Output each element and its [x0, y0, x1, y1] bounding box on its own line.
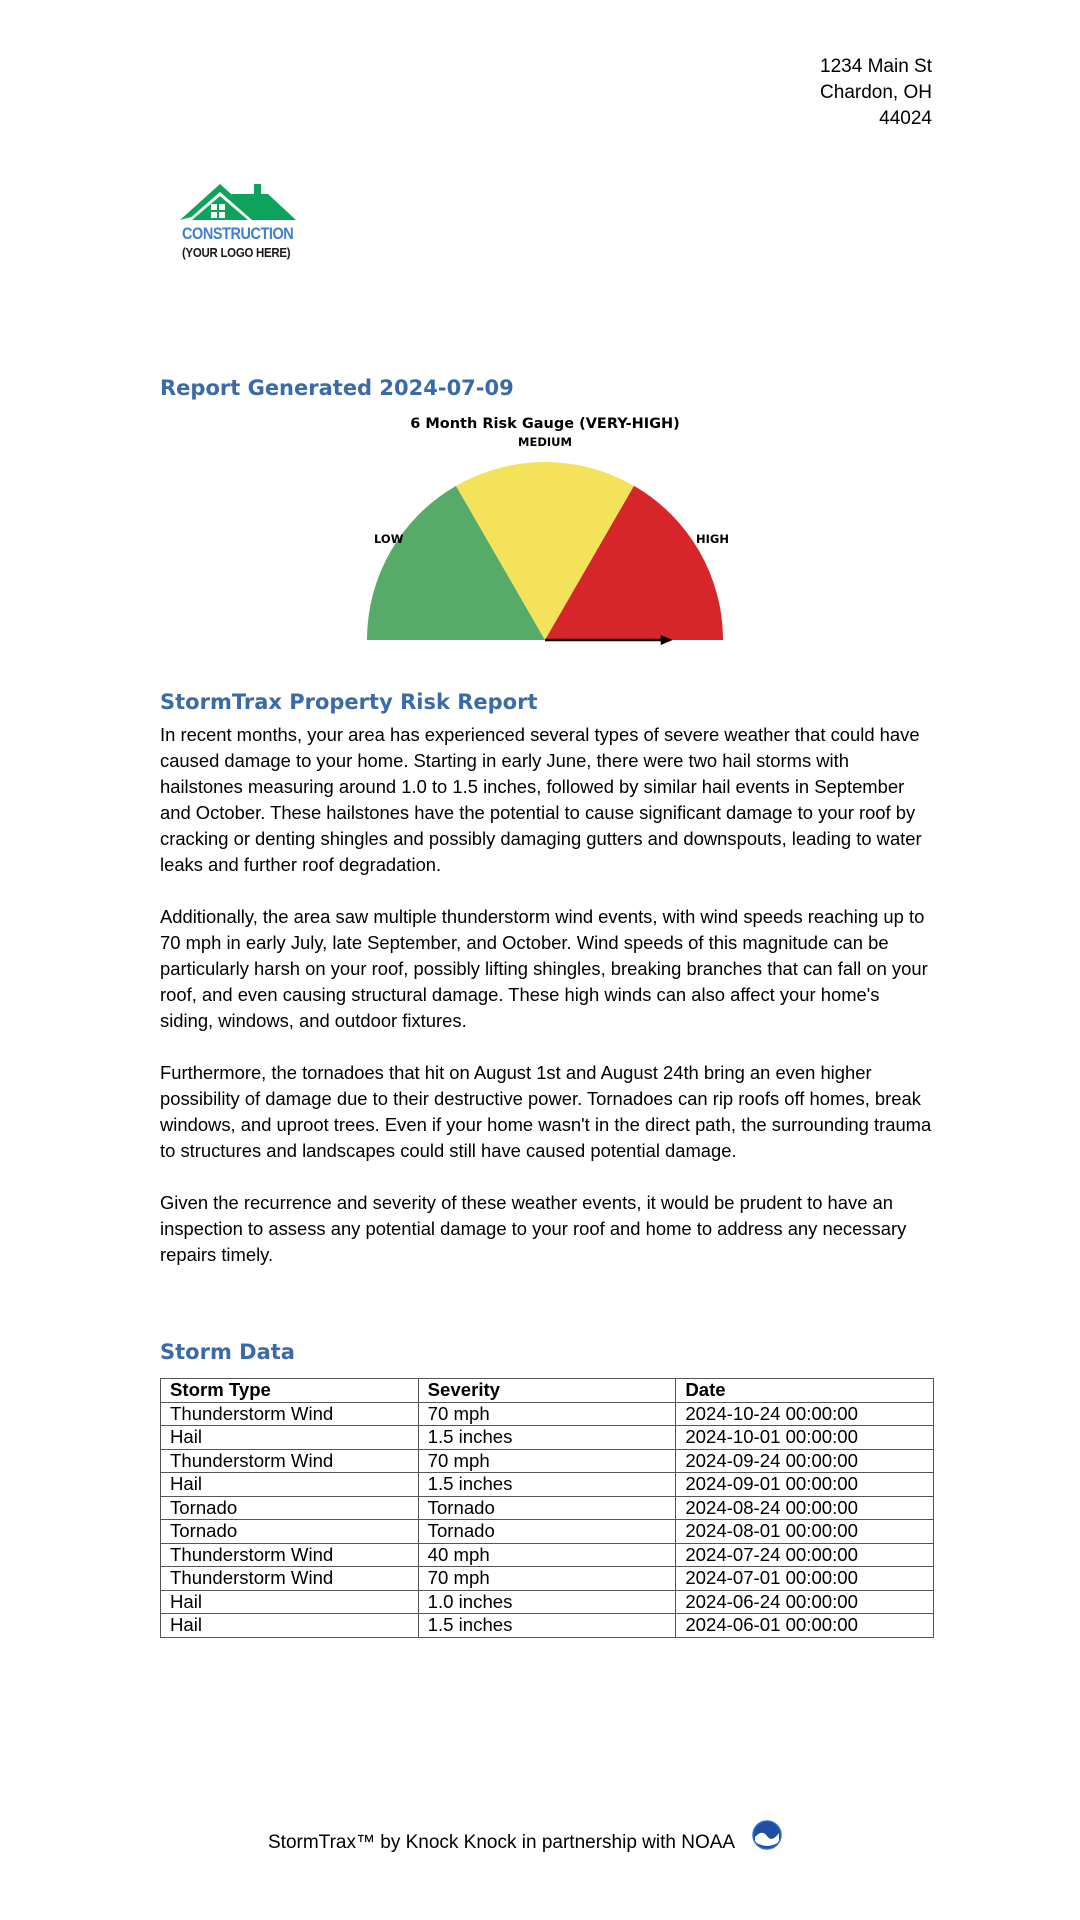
table-row: [161, 1543, 934, 1567]
table-row: [161, 1426, 934, 1450]
company-logo: [178, 180, 302, 270]
column-header-date: Date: [676, 1379, 934, 1403]
date-cell: 2024-10-01 00:00:00: [676, 1426, 934, 1450]
risk-report-paragraph: Additionally, the area saw multiple thunderstorm wind events, with wind speeds reaching up to 70 mph in early July, late September, and October. Wind speeds of this magnitude can be particularly harsh on your roof, possibly lifting shingles, breaking branches that can fall on your roof, and even causing structural damage. These high winds can also affect your home's siding, windows, and outdoor fixtures.: [160, 906, 928, 1031]
gauge-label-medium: MEDIUM: [518, 435, 572, 449]
column-header-severity: Severity: [418, 1379, 676, 1403]
date-cell: 2024-08-24 00:00:00: [676, 1496, 934, 1520]
footer-text: StormTrax™ by Knock Knock in partnership with NOAA: [268, 1832, 736, 1853]
storm-type-cell: Hail: [161, 1426, 419, 1450]
severity-cell: 1.5 inches: [418, 1614, 676, 1638]
column-header-storm-type: Storm Type: [161, 1379, 419, 1403]
severity-cell: Tornado: [418, 1520, 676, 1544]
severity-cell: 1.0 inches: [418, 1590, 676, 1614]
storm-type-cell: Thunderstorm Wind: [161, 1543, 419, 1567]
storm-type-cell: Thunderstorm Wind: [161, 1567, 419, 1591]
storm-data-table: [160, 1378, 934, 1638]
table-row: [161, 1614, 934, 1638]
severity-cell: 70 mph: [418, 1449, 676, 1473]
storm-type-cell: Hail: [161, 1590, 419, 1614]
address-line-3: 44024: [879, 108, 932, 129]
address-line-1: 1234 Main St: [820, 56, 932, 77]
severity-cell: 70 mph: [418, 1402, 676, 1426]
severity-cell: 1.5 inches: [418, 1473, 676, 1497]
storm-data-heading: Storm Data: [160, 1340, 295, 1364]
severity-cell: 70 mph: [418, 1567, 676, 1591]
risk-report-body: [160, 722, 935, 1294]
risk-report-paragraph: Furthermore, the tornadoes that hit on August 1st and August 24th bring an even higher possibility of damage due to their destructive power. Tornadoes can rip roofs off homes, break windows, and uproot trees. Even if your home wasn't in the direct path, the surrounding trauma to structures and landscapes could still have caused potential damage.: [160, 1062, 932, 1161]
table-row: [161, 1449, 934, 1473]
logo-tagline: (YOUR LOGO HERE): [182, 245, 291, 260]
gauge-label-low: LOW: [374, 532, 404, 546]
table-row: [161, 1590, 934, 1614]
severity-cell: Tornado: [418, 1496, 676, 1520]
date-cell: 2024-10-24 00:00:00: [676, 1402, 934, 1426]
risk-report-heading: StormTrax Property Risk Report: [160, 690, 538, 714]
risk-report-paragraph: Given the recurrence and severity of these weather events, it would be prudent to have an inspection to assess any potential damage to your roof and home to address any necessary repairs timely.: [160, 1192, 907, 1265]
date-cell: 2024-07-24 00:00:00: [676, 1543, 934, 1567]
severity-cell: 40 mph: [418, 1543, 676, 1567]
date-cell: 2024-09-01 00:00:00: [676, 1473, 934, 1497]
date-cell: 2024-06-24 00:00:00: [676, 1590, 934, 1614]
logo-wordmark: CONSTRUCTION: [182, 224, 294, 243]
risk-report-paragraph: In recent months, your area has experienced several types of severe weather that could have caused damage to your home. Starting in early June, there were two hail storms with hailstones measuring around 1.0 to 1.5 inches, followed by similar hail events in September and October. These hailstones have the potential to cause significant damage to your roof by cracking or denting shingles and possibly damaging gutters and downspouts, leading to water leaks and further roof degradation.: [160, 724, 922, 875]
address-block: [820, 54, 932, 132]
date-cell: 2024-08-01 00:00:00: [676, 1520, 934, 1544]
gauge-title: 6 Month Risk Gauge (VERY-HIGH): [410, 416, 680, 432]
date-cell: 2024-07-01 00:00:00: [676, 1567, 934, 1591]
table-row: [161, 1473, 934, 1497]
address-line-2: Chardon, OH: [820, 82, 932, 103]
severity-cell: 1.5 inches: [418, 1426, 676, 1450]
storm-type-cell: Thunderstorm Wind: [161, 1402, 419, 1426]
storm-type-cell: Tornado: [161, 1496, 419, 1520]
table-row: [161, 1520, 934, 1544]
report-generated-heading: Report Generated 2024-07-09: [160, 376, 514, 400]
table-row: [161, 1496, 934, 1520]
risk-gauge-chart: [350, 412, 740, 652]
date-cell: 2024-06-01 00:00:00: [676, 1614, 934, 1638]
storm-type-cell: Thunderstorm Wind: [161, 1449, 419, 1473]
storm-type-cell: Hail: [161, 1614, 419, 1638]
table-row: [161, 1402, 934, 1426]
noaa-logo-icon: [752, 1820, 782, 1850]
table-header-row: [161, 1379, 934, 1403]
storm-type-cell: Tornado: [161, 1520, 419, 1544]
table-row: [161, 1567, 934, 1591]
storm-type-cell: Hail: [161, 1473, 419, 1497]
gauge-label-high: HIGH: [696, 532, 729, 546]
date-cell: 2024-09-24 00:00:00: [676, 1449, 934, 1473]
house-icon: [178, 180, 302, 224]
